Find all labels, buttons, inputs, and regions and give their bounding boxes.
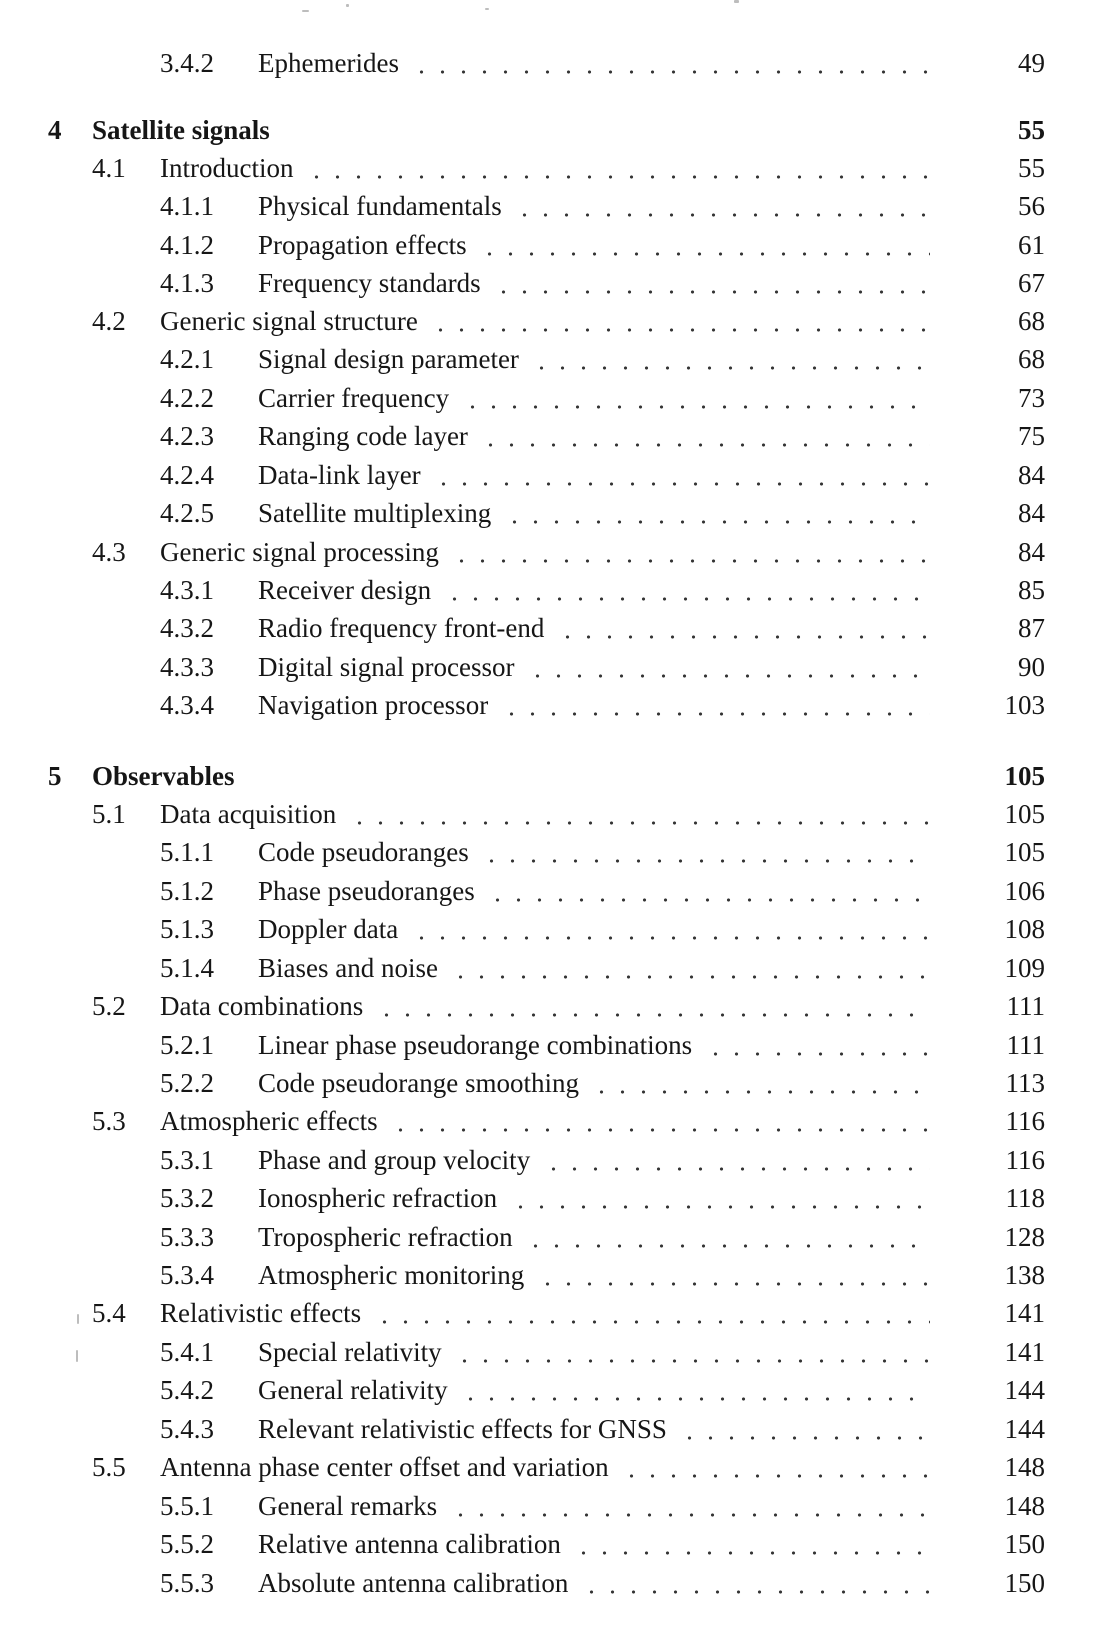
entry-title: Navigation processor [258, 690, 489, 720]
entry-title: Radio frequency front-end [258, 613, 545, 643]
entry-page: 116 [1005, 1145, 1045, 1175]
entry-number: 5.3 [92, 1106, 126, 1136]
entry-page: 148 [1004, 1491, 1045, 1521]
toc-entry-subsection [0, 1179, 1100, 1217]
toc-entry-section [0, 302, 1100, 340]
toc-entry-section [0, 533, 1100, 571]
entry-title: Generic signal structure [160, 306, 418, 336]
dot-leader [514, 187, 930, 225]
dot-leader [454, 1333, 930, 1371]
toc-entry-section [0, 987, 1100, 1025]
entry-number: 5.3.4 [160, 1260, 214, 1290]
entry-number: 5 [48, 761, 62, 791]
entry-page: 138 [1004, 1260, 1045, 1290]
dot-leader [504, 494, 930, 532]
entry-number: 4.1 [92, 153, 126, 183]
entry-title: Biases and noise [258, 953, 438, 983]
entry-number: 4.3.2 [160, 613, 214, 643]
entry-number: 5.2.1 [160, 1030, 214, 1060]
entry-page: 84 [1018, 537, 1045, 567]
dot-leader [349, 795, 930, 833]
entry-number: 4.2.1 [160, 344, 214, 374]
toc-entry-subsection [0, 264, 1100, 302]
dot-leader [621, 1448, 930, 1486]
toc-entry-subsection [0, 226, 1100, 264]
entry-number: 4.3.3 [160, 652, 214, 682]
entry-title: Phase pseudoranges [258, 876, 475, 906]
entry-title: Frequency standards [258, 268, 481, 298]
toc-entry-section [0, 795, 1100, 833]
entry-title: Ionospheric refraction [258, 1183, 498, 1213]
toc-entry-subsection [0, 1141, 1100, 1179]
entry-page: 118 [1005, 1183, 1045, 1213]
toc-entry-subsection [0, 686, 1100, 724]
dot-leader [487, 872, 930, 910]
toc-entry-subsection [0, 648, 1100, 686]
entry-page: 67 [1018, 268, 1045, 298]
entry-title: Ranging code layer [258, 421, 468, 451]
scan-mark [734, 0, 739, 3]
dot-leader [479, 226, 930, 264]
entry-page: 56 [1018, 191, 1045, 221]
entry-page: 106 [1004, 876, 1045, 906]
toc-entry-subsection [0, 379, 1100, 417]
toc-entry-subsection [0, 44, 1100, 82]
entry-title: Doppler data [258, 914, 399, 944]
entry-title: Data combinations [160, 991, 364, 1021]
scan-mark [485, 8, 489, 10]
toc-entry-subsection [0, 1564, 1100, 1602]
entry-page: 49 [1018, 48, 1045, 78]
entry-page: 68 [1018, 344, 1045, 374]
dot-leader [460, 1371, 930, 1409]
toc-entry-subsection [0, 456, 1100, 494]
toc-entry-subsection [0, 949, 1100, 987]
entry-number: 5.4.1 [160, 1337, 214, 1367]
entry-page: 108 [1004, 914, 1045, 944]
entry-title: Data acquisition [160, 799, 337, 829]
entry-number: 5.5.2 [160, 1529, 214, 1559]
entry-number: 3.4.2 [160, 48, 214, 78]
dot-leader [374, 1294, 930, 1332]
toc-entry-subsection [0, 1371, 1100, 1409]
entry-number: 4.1.1 [160, 191, 214, 221]
scan-mark [346, 4, 349, 7]
toc-entry-subsection [0, 1064, 1100, 1102]
toc-entry-section [0, 1448, 1100, 1486]
entry-page: 105 [1004, 761, 1045, 791]
entry-title: Carrier frequency [258, 383, 450, 413]
entry-number: 5.1 [92, 799, 126, 829]
toc-entry-section [0, 1102, 1100, 1140]
toc-entry-subsection [0, 571, 1100, 609]
entry-page: 150 [1004, 1568, 1045, 1598]
toc-entry-subsection [0, 417, 1100, 455]
entry-number: 5.3.2 [160, 1183, 214, 1213]
entry-title: Code pseudoranges [258, 837, 469, 867]
entry-title: General remarks [258, 1491, 438, 1521]
entry-page: 68 [1018, 306, 1045, 336]
dot-leader [444, 571, 930, 609]
entry-number: 5.3.1 [160, 1145, 214, 1175]
entry-title: Linear phase pseudorange combinations [258, 1030, 693, 1060]
entry-title: Atmospheric monitoring [258, 1260, 525, 1290]
dot-leader [430, 302, 930, 340]
entry-page: 141 [1004, 1298, 1045, 1328]
entry-number: 5.2.2 [160, 1068, 214, 1098]
entry-page: 85 [1018, 575, 1045, 605]
toc-entry-subsection [0, 1026, 1100, 1064]
dot-leader [451, 533, 930, 571]
toc-entry-subsection [0, 872, 1100, 910]
toc-entry-subsection [0, 910, 1100, 948]
entry-page: 105 [1004, 837, 1045, 867]
entry-page: 148 [1004, 1452, 1045, 1482]
dot-leader [450, 949, 930, 987]
entry-title: Ephemerides [258, 48, 399, 78]
toc-entry-section [0, 1294, 1100, 1332]
entry-title: Introduction [160, 153, 294, 183]
toc-entry-subsection [0, 1256, 1100, 1294]
entry-page: 111 [1006, 1030, 1045, 1060]
entry-page: 128 [1004, 1222, 1045, 1252]
dot-leader [450, 1487, 930, 1525]
entry-number: 5.5.1 [160, 1491, 214, 1521]
dot-leader [531, 340, 930, 378]
dot-leader [581, 1564, 930, 1602]
scan-mark [302, 10, 309, 12]
entry-page: 144 [1004, 1375, 1045, 1405]
dot-leader [525, 1218, 930, 1256]
dot-leader [306, 149, 930, 187]
entry-number: 4.3.4 [160, 690, 214, 720]
entry-title: Relativistic effects [160, 1298, 362, 1328]
dot-leader [390, 1102, 930, 1140]
entry-page: 84 [1018, 460, 1045, 490]
entry-title: Special relativity [258, 1337, 442, 1367]
entry-number: 4.3 [92, 537, 126, 567]
entry-title: Atmospheric effects [160, 1106, 378, 1136]
entry-title: Propagation effects [258, 230, 467, 260]
entry-number: 5.3.3 [160, 1222, 214, 1252]
toc-entry-subsection [0, 340, 1100, 378]
entry-number: 4.3.1 [160, 575, 214, 605]
toc-entry-section [0, 149, 1100, 187]
entry-number: 4.2 [92, 306, 126, 336]
entry-title: Generic signal processing [160, 537, 439, 567]
dot-leader [462, 379, 930, 417]
entry-page: 109 [1004, 953, 1045, 983]
entry-number: 5.1.1 [160, 837, 214, 867]
entry-page: 113 [1005, 1068, 1045, 1098]
dot-leader [493, 264, 930, 302]
dot-leader [537, 1256, 930, 1294]
toc-entry-subsection [0, 1218, 1100, 1256]
toc-entry-subsection [0, 1487, 1100, 1525]
entry-title: Phase and group velocity [258, 1145, 531, 1175]
toc-entry-chapter [0, 757, 1100, 795]
dot-leader [543, 1141, 930, 1179]
dot-leader [376, 987, 930, 1025]
entry-title: Receiver design [258, 575, 432, 605]
entry-title: Relevant relativistic effects for GNSS [258, 1414, 667, 1444]
entry-title: Observables [92, 761, 235, 791]
entry-title: Satellite multiplexing [258, 498, 492, 528]
entry-title: Absolute antenna calibration [258, 1568, 569, 1598]
entry-number: 5.5 [92, 1452, 126, 1482]
entry-page: 73 [1018, 383, 1045, 413]
entry-page: 55 [1018, 153, 1045, 183]
dot-leader [411, 910, 930, 948]
dot-leader [573, 1525, 930, 1563]
toc-entry-subsection [0, 1410, 1100, 1448]
toc-entry-subsection [0, 1525, 1100, 1563]
entry-number: 5.4 [92, 1298, 126, 1328]
entry-page: 84 [1018, 498, 1045, 528]
entry-number: 4.2.2 [160, 383, 214, 413]
entry-number: 5.5.3 [160, 1568, 214, 1598]
entry-page: 105 [1004, 799, 1045, 829]
entry-page: 141 [1004, 1337, 1045, 1367]
entry-page: 87 [1018, 613, 1045, 643]
entry-title: Satellite signals [92, 115, 270, 145]
entry-title: Code pseudorange smoothing [258, 1068, 579, 1098]
entry-number: 5.1.2 [160, 876, 214, 906]
entry-number: 5.4.2 [160, 1375, 214, 1405]
dot-leader [557, 609, 930, 647]
dot-leader [433, 456, 930, 494]
entry-title: Antenna phase center offset and variation [160, 1452, 609, 1482]
entry-title: Relative antenna calibration [258, 1529, 561, 1559]
entry-page: 75 [1018, 421, 1045, 451]
dot-leader [481, 833, 930, 871]
toc-entry-chapter [0, 111, 1100, 149]
entry-title: Physical fundamentals [258, 191, 502, 221]
entry-number: 5.1.4 [160, 953, 214, 983]
entry-title: Signal design parameter [258, 344, 519, 374]
entry-number: 4.2.4 [160, 460, 214, 490]
dot-leader [591, 1064, 930, 1102]
toc-entry-subsection [0, 494, 1100, 532]
entry-page: 144 [1004, 1414, 1045, 1444]
entry-number: 4.1.2 [160, 230, 214, 260]
entry-page: 55 [1018, 115, 1045, 145]
toc-entry-subsection [0, 1333, 1100, 1371]
dot-leader [705, 1026, 930, 1064]
toc-entry-subsection [0, 833, 1100, 871]
toc-entry-subsection [0, 187, 1100, 225]
entry-number: 4.2.5 [160, 498, 214, 528]
entry-number: 5.2 [92, 991, 126, 1021]
entry-title: General relativity [258, 1375, 448, 1405]
dot-leader [510, 1179, 930, 1217]
entry-number: 4.2.3 [160, 421, 214, 451]
dot-leader [679, 1410, 930, 1448]
entry-number: 4 [48, 115, 62, 145]
entry-number: 4.1.3 [160, 268, 214, 298]
entry-title: Data-link layer [258, 460, 421, 490]
entry-number: 5.4.3 [160, 1414, 214, 1444]
entry-page: 61 [1018, 230, 1045, 260]
entry-title: Digital signal processor [258, 652, 515, 682]
entry-page: 150 [1004, 1529, 1045, 1559]
entry-page: 90 [1018, 652, 1045, 682]
dot-leader [480, 417, 930, 455]
entry-page: 116 [1005, 1106, 1045, 1136]
entry-page: 103 [1004, 690, 1045, 720]
entry-title: Tropospheric refraction [258, 1222, 513, 1252]
dot-leader [411, 44, 930, 82]
entry-number: 5.1.3 [160, 914, 214, 944]
dot-leader [501, 686, 930, 724]
toc-entry-subsection [0, 609, 1100, 647]
dot-leader [527, 648, 930, 686]
entry-page: 111 [1006, 991, 1045, 1021]
